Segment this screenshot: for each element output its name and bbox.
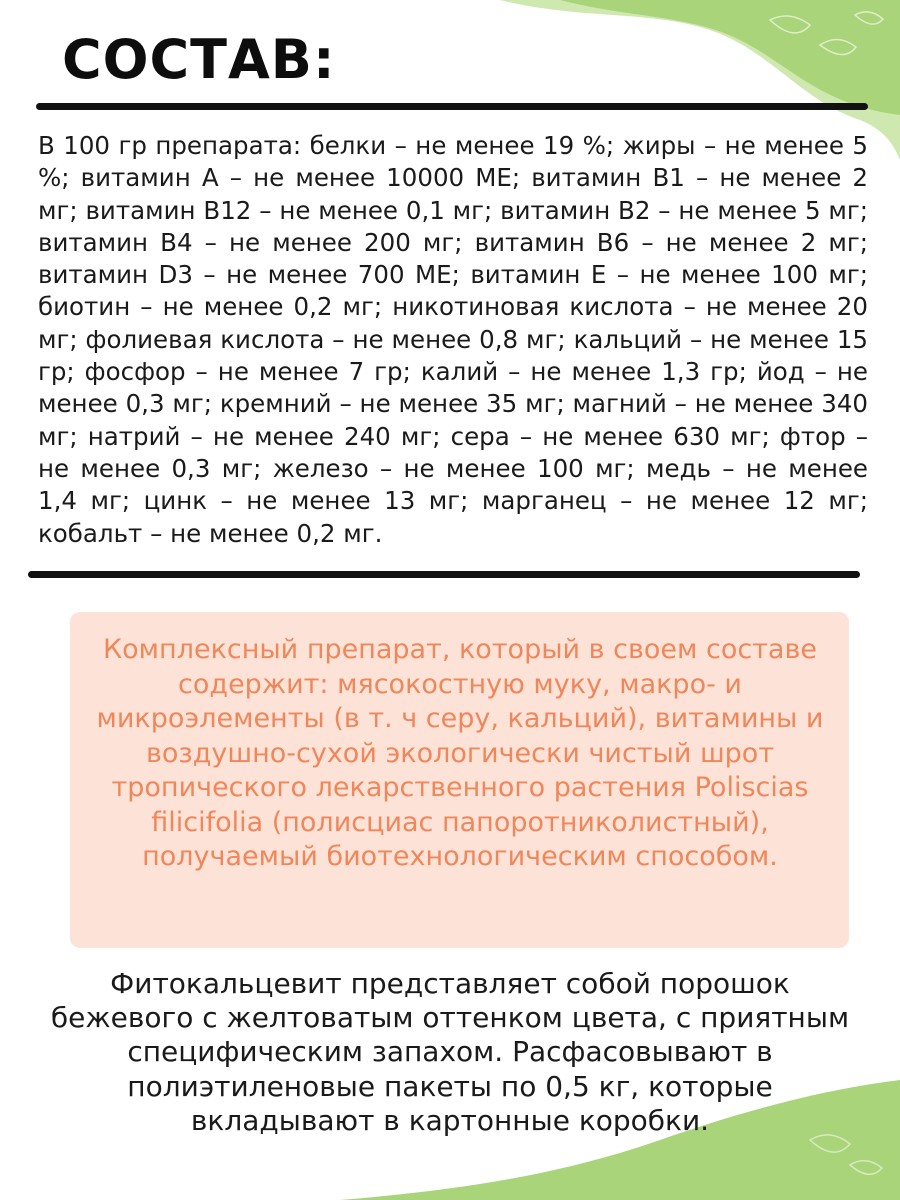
highlight-text: Комплексный препарат, который в своем составе содержит: мясокостную муку, макро- и микроэлементы (в т. ч серу, кальций), витамины и воздушно-сухой экологически чистый шрот тропического лекарственного растения Poliscias filicifolia (полисциас папоротниколистный), получаемый биотехнологическим способом. [96, 634, 824, 872]
divider-top [36, 103, 868, 110]
composition-text: В 100 гр препарата: белки – не менее 19 %; жиры – не менее 5 %; витамин А – не менее 10000 МЕ; витамин В1 – не менее 2 мг; витамин В12 – не менее 0,1 мг; витамин В2 – не менее 5 мг; витамин В4 – не менее 200 мг; витамин В6 – не менее 2 мг; витамин D3 – не менее 700 МЕ; витамин Е – не менее 100 мг; биотин – не менее 0,2 мг; никотиновая кислота – не менее 20 мг; фолиевая кислота – не менее 0,8 мг; кальций – не менее 15 гр; фосфор – не менее 7 гр; калий – не менее 1,3 гр; йод – не менее 0,3 мг; кремний – не менее 35 мг; магний – не менее 340 мг; натрий – не менее 240 мг; сера – не менее 630 мг; фтор – не менее 0,3 мг; железо – не менее 100 мг; медь – не менее 1,4 мг; цинк – не менее 13 мг; марганец – не менее 12 мг; кобальт – не менее 0,2 мг. [38, 131, 868, 548]
divider-bottom [28, 571, 860, 578]
description-text: Фитокальцевит представляет собой порошок бежевого с желтоватым оттенком цвета, с приятным специфическим запахом. Расфасовывают в полиэтиленовые пакеты по 0,5 кг, которые вкладывают в картонные коробки. [50, 967, 850, 1137]
page-title: СОСТАВ: [62, 28, 336, 91]
